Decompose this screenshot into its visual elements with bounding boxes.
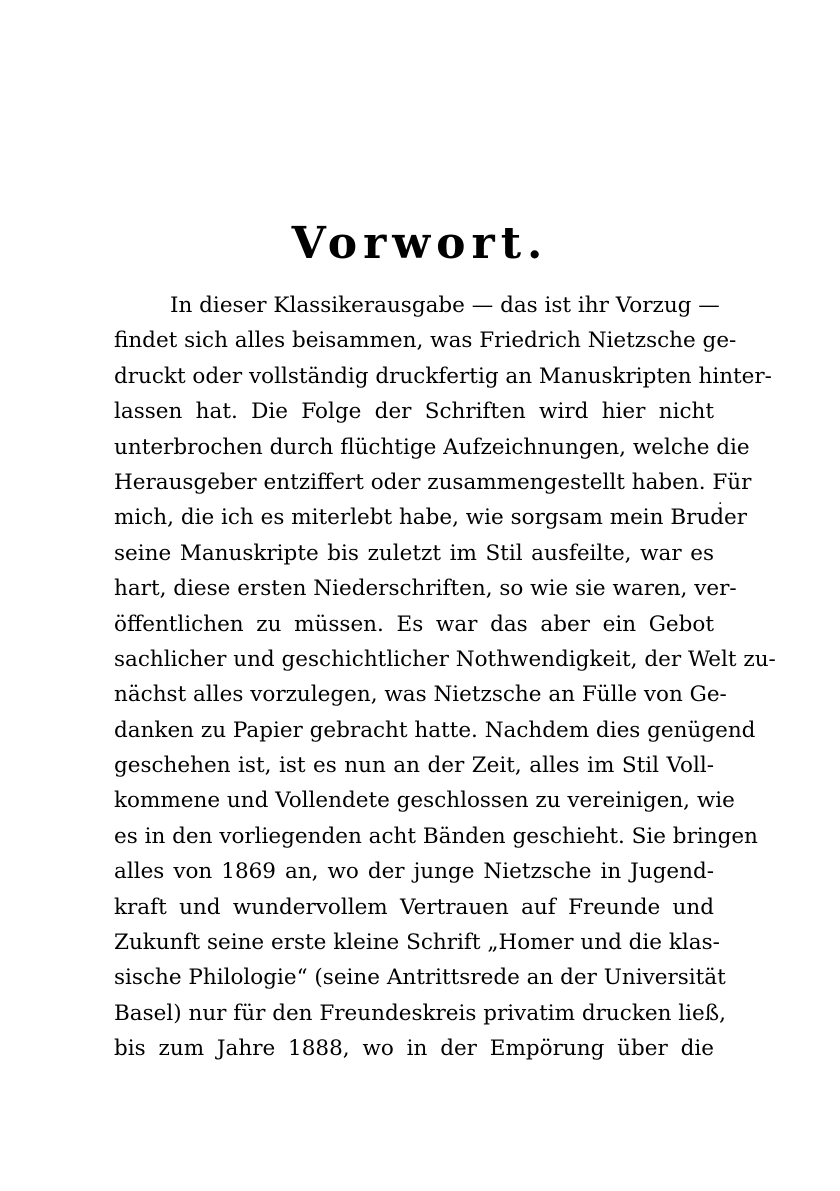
text-line: geschehen ist, ist es nun an der Zeit, alles im Stil Voll- [114, 753, 714, 779]
text-line: danken zu Papier gebracht hatte. Nachdem dies genügend [114, 717, 756, 743]
text-line: Herausgeber entziffert oder zusammengestellt haben. Für [114, 469, 752, 495]
text-line: nächst alles vorzulegen, was Nietzsche an Fülle von Ge- [114, 682, 727, 708]
text-line: lassen hat. Die Folge der Schriften wird hier nicht [114, 399, 714, 425]
text-line: alles von 1869 an, wo der junge Nietzsche in Jugend- [114, 859, 714, 885]
stray-dot-mark: . [718, 492, 723, 508]
text-line: seine Manuskripte bis zuletzt im Stil ausfeilte, war es [114, 540, 714, 566]
text-line: Basel) nur für den Freundeskreis privatim drucken ließ, [114, 1000, 726, 1026]
text-line: druckt oder vollständig druckfertig an Manuskripten hinter- [114, 363, 772, 389]
body-paragraph [114, 288, 776, 1067]
text-line: bis zum Jahre 1888, wo in der Empörung über die [114, 1036, 714, 1062]
text-line: sachlicher und geschichtlicher Nothwendigkeit, der Welt zu- [114, 646, 776, 672]
text-line: In dieser Klassikerausgabe — das ist ihr Vorzug — [170, 293, 720, 318]
text-line: unterbrochen durch flüchtige Aufzeichnungen, welche die [114, 434, 750, 460]
text-line: kraft und wundervollem Vertrauen auf Freunde und [114, 894, 714, 920]
page-title: Vorwort. [291, 218, 549, 269]
text-line: kommene und Vollendete geschlossen zu vereinigen, wie [114, 788, 735, 814]
text-line: mich, die ich es miterlebt habe, wie sorgsam mein Bruder [114, 505, 748, 531]
text-line: Zukunft seine erste kleine Schrift „Homer und die klas- [114, 930, 720, 956]
text-line: öffentlichen zu müssen. Es war das aber ein Gebot [114, 611, 714, 637]
text-line: hart, diese ersten Niederschriften, so wie sie waren, ver- [114, 576, 737, 602]
text-line: sische Philologie“ (seine Antrittsrede an der Universität [114, 965, 726, 991]
text-line: es in den vorliegenden acht Bänden geschieht. Sie bringen [114, 823, 758, 849]
text-line: findet sich alles beisammen, was Friedrich Nietzsche ge- [114, 328, 737, 354]
